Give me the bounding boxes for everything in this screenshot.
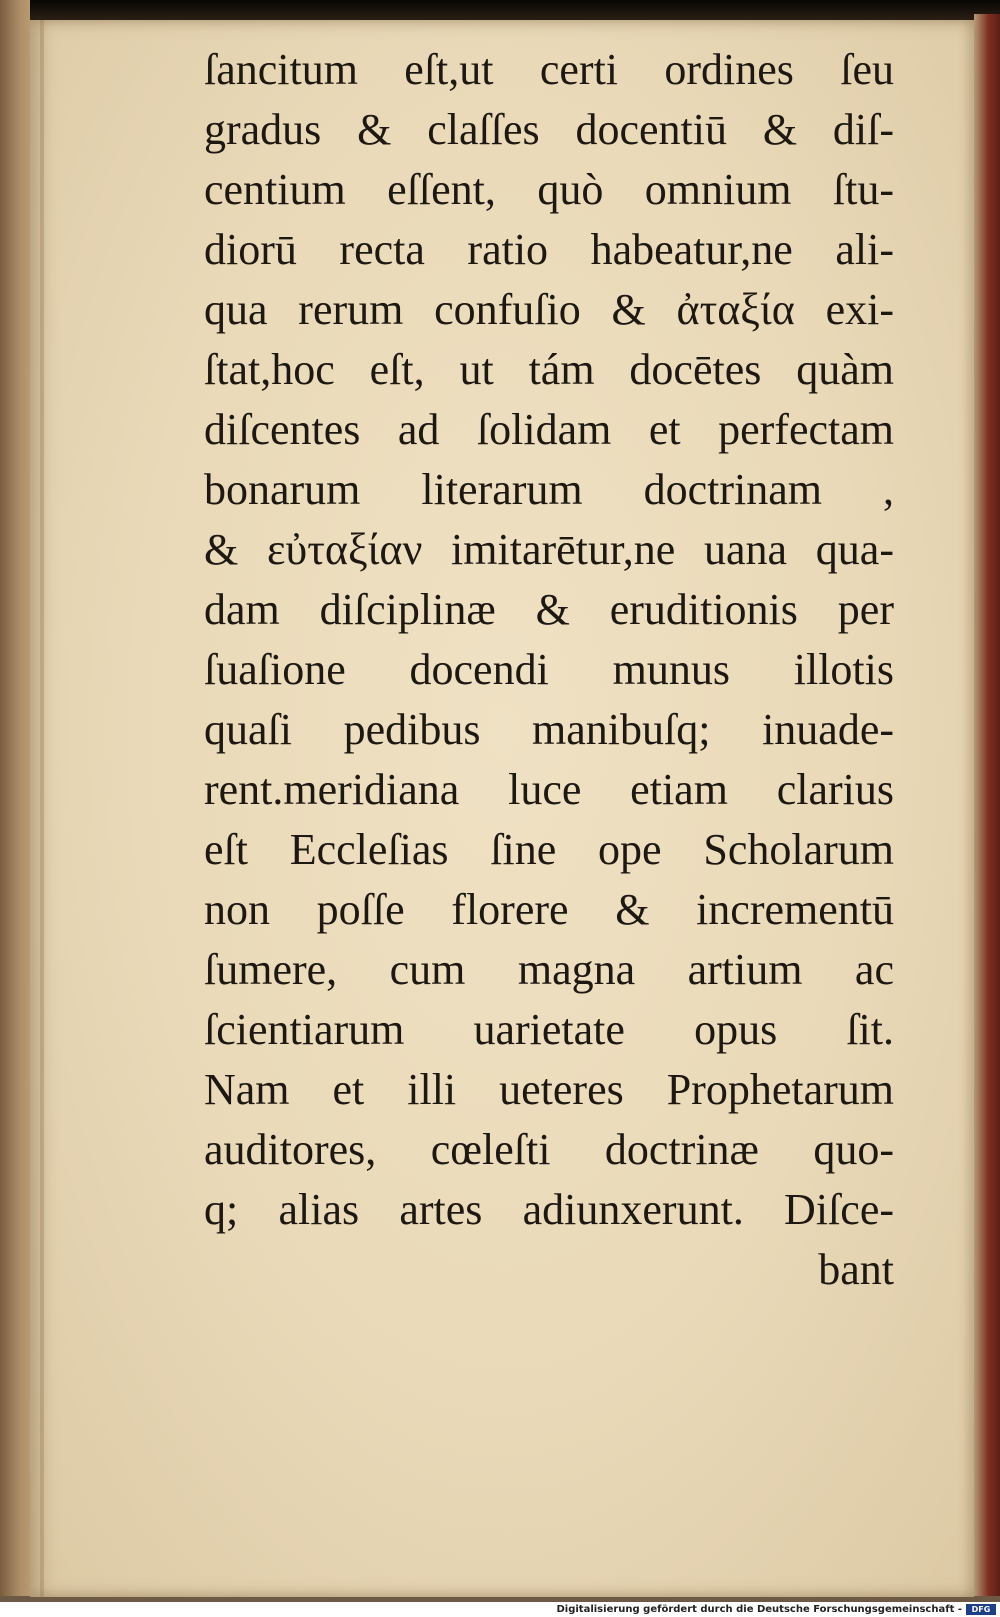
funding-notice: Digitalisierung gefördert durch die Deutsche Forschungsgemeinschaft - bbox=[556, 1604, 962, 1615]
text-line: gradus & claſſes docentiū & diſ- bbox=[204, 105, 894, 154]
text-line: qua rerum confuſio & ἀταξία exi- bbox=[204, 285, 894, 334]
text-line: ſcientiarum uarietate opus ſit. bbox=[204, 1005, 894, 1054]
text-line: quaſi pedibus manibuſq; inuade- bbox=[204, 705, 894, 754]
text-line: ſuaſione docendi munus illotis bbox=[204, 645, 894, 694]
text-line: centium eſſent, quò omnium ſtu- bbox=[204, 165, 894, 214]
digitization-footer bbox=[0, 1602, 1000, 1617]
text-line: auditores, cœleſti doctrinæ quo- bbox=[204, 1125, 894, 1174]
text-line: ſumere, cum magna artium ac bbox=[204, 945, 894, 994]
text-line: non poſſe florere & incrementū bbox=[204, 885, 894, 934]
page-text-block bbox=[204, 40, 944, 1300]
text-line: rent.meridiana luce etiam clarius bbox=[204, 765, 894, 814]
text-line: diſcentes ad ſolidam et perfectam bbox=[204, 405, 894, 454]
top-shadow bbox=[0, 0, 1000, 20]
text-line: & εὐταξίαν imitarētur,ne uana qua- bbox=[204, 525, 894, 574]
text-line: q; alias artes adiunxerunt. Diſce- bbox=[204, 1185, 894, 1234]
text-line: eſt Eccleſias ſine ope Scholarum bbox=[204, 825, 894, 874]
dfg-logo-icon: DFG bbox=[966, 1604, 996, 1615]
text-line: diorū recta ratio habeatur,ne ali- bbox=[204, 225, 894, 274]
catchword: bant bbox=[818, 1245, 894, 1294]
binding-edge bbox=[974, 14, 1000, 1600]
text-line: bonarum literarum doctrinam , bbox=[204, 465, 894, 514]
text-line: ſtat,hoc eſt, ut tám docētes quàm bbox=[204, 345, 894, 394]
text-line: Nam et illi ueteres Prophetarum bbox=[204, 1065, 894, 1114]
book-spine-edge bbox=[0, 0, 30, 1600]
text-line: dam diſciplinæ & eruditionis per bbox=[204, 585, 894, 634]
text-line: ſancitum eſt,ut certi ordines ſeu bbox=[204, 45, 894, 94]
